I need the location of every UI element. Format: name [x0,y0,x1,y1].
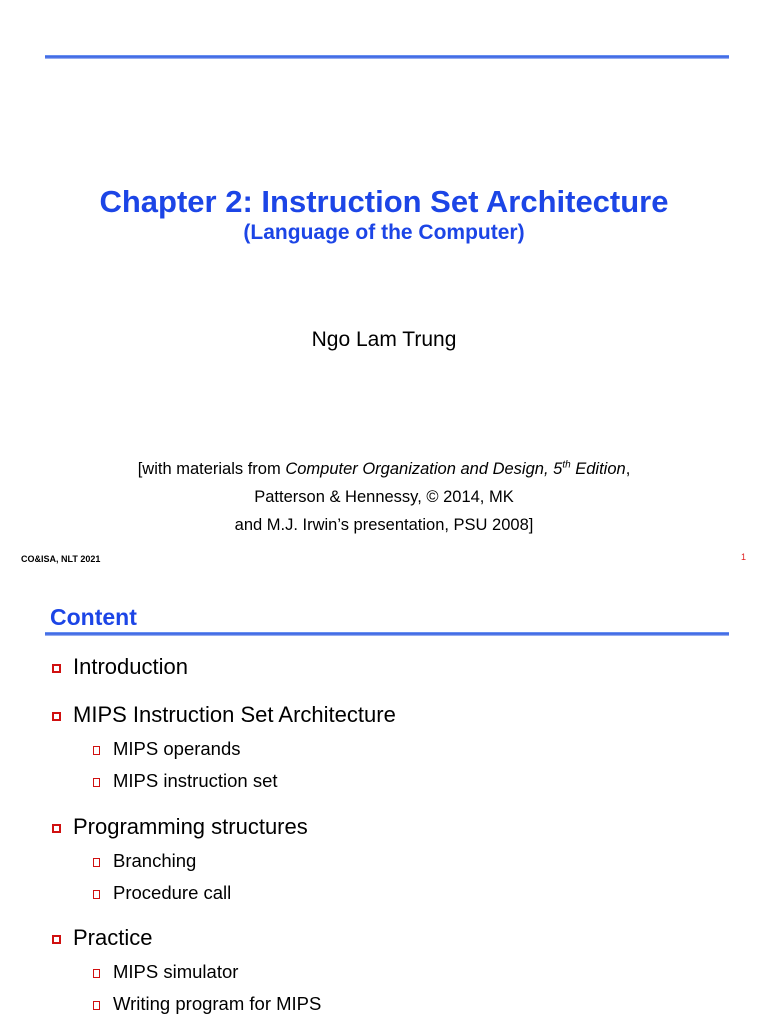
bullet-box-icon [52,824,61,833]
list-item-label: MIPS Instruction Set Architecture [73,702,396,727]
sub-bullet-box-icon [93,890,100,899]
sub-item-branching [93,850,196,872]
sub-item-label: MIPS instruction set [113,770,278,791]
list-item-practice [52,925,152,951]
author-name: Ngo Lam Trung [311,328,457,351]
sub-bullet-box-icon [93,858,100,867]
list-item-label: Programming structures [73,814,308,839]
content-rule [45,632,729,636]
list-item-introduction [52,654,188,680]
sub-item-writing-program [93,993,321,1015]
sub-item-label: MIPS operands [113,738,241,759]
sub-bullet-box-icon [93,778,100,787]
sub-item-label: Branching [113,850,197,871]
top-rule [45,55,729,59]
bullet-box-icon [52,664,61,673]
content-slide [0,578,768,1024]
list-item-programming-structures [52,814,308,840]
footer-label: CO&ISA, NLT 2021 [21,554,101,564]
content-title: Content [50,604,137,630]
sub-item-label: MIPS simulator [113,961,239,982]
bullet-box-icon [52,712,61,721]
sub-item-mips-operands [93,738,241,760]
credits-line-3: and M.J. Irwin’s presentation, PSU 2008] [234,516,534,534]
slide-title: Chapter 2: Instruction Set Architecture [99,184,669,219]
credits-line-1 [0,455,768,483]
sub-bullet-box-icon [93,969,100,978]
credits-comma: , [625,460,631,478]
sub-bullet-box-icon [93,1001,100,1010]
sub-bullet-box-icon [93,746,100,755]
slide-subtitle: (Language of the Computer) [243,221,525,244]
page-number: 1 [741,552,747,562]
sub-item-mips-instruction-set [93,770,278,792]
list-item-mips-isa [52,702,396,728]
list-item-label: Introduction [73,654,188,679]
credits-line-2: Patterson & Hennessy, © 2014, MK [254,488,514,506]
credits-ordinal: th [562,459,571,471]
list-item-label: Practice [73,925,153,950]
sub-item-label: Procedure call [113,882,232,903]
credits-edition: Edition [570,460,626,478]
sub-item-procedure-call [93,882,231,904]
sub-item-mips-simulator [93,961,238,983]
sub-item-label: Writing program for MIPS [113,993,322,1014]
credits-book-title: Computer Organization and Design, 5 [285,460,563,478]
bullet-box-icon [52,935,61,944]
credits-block [0,455,768,539]
credits-prefix: [with materials from [137,460,286,478]
